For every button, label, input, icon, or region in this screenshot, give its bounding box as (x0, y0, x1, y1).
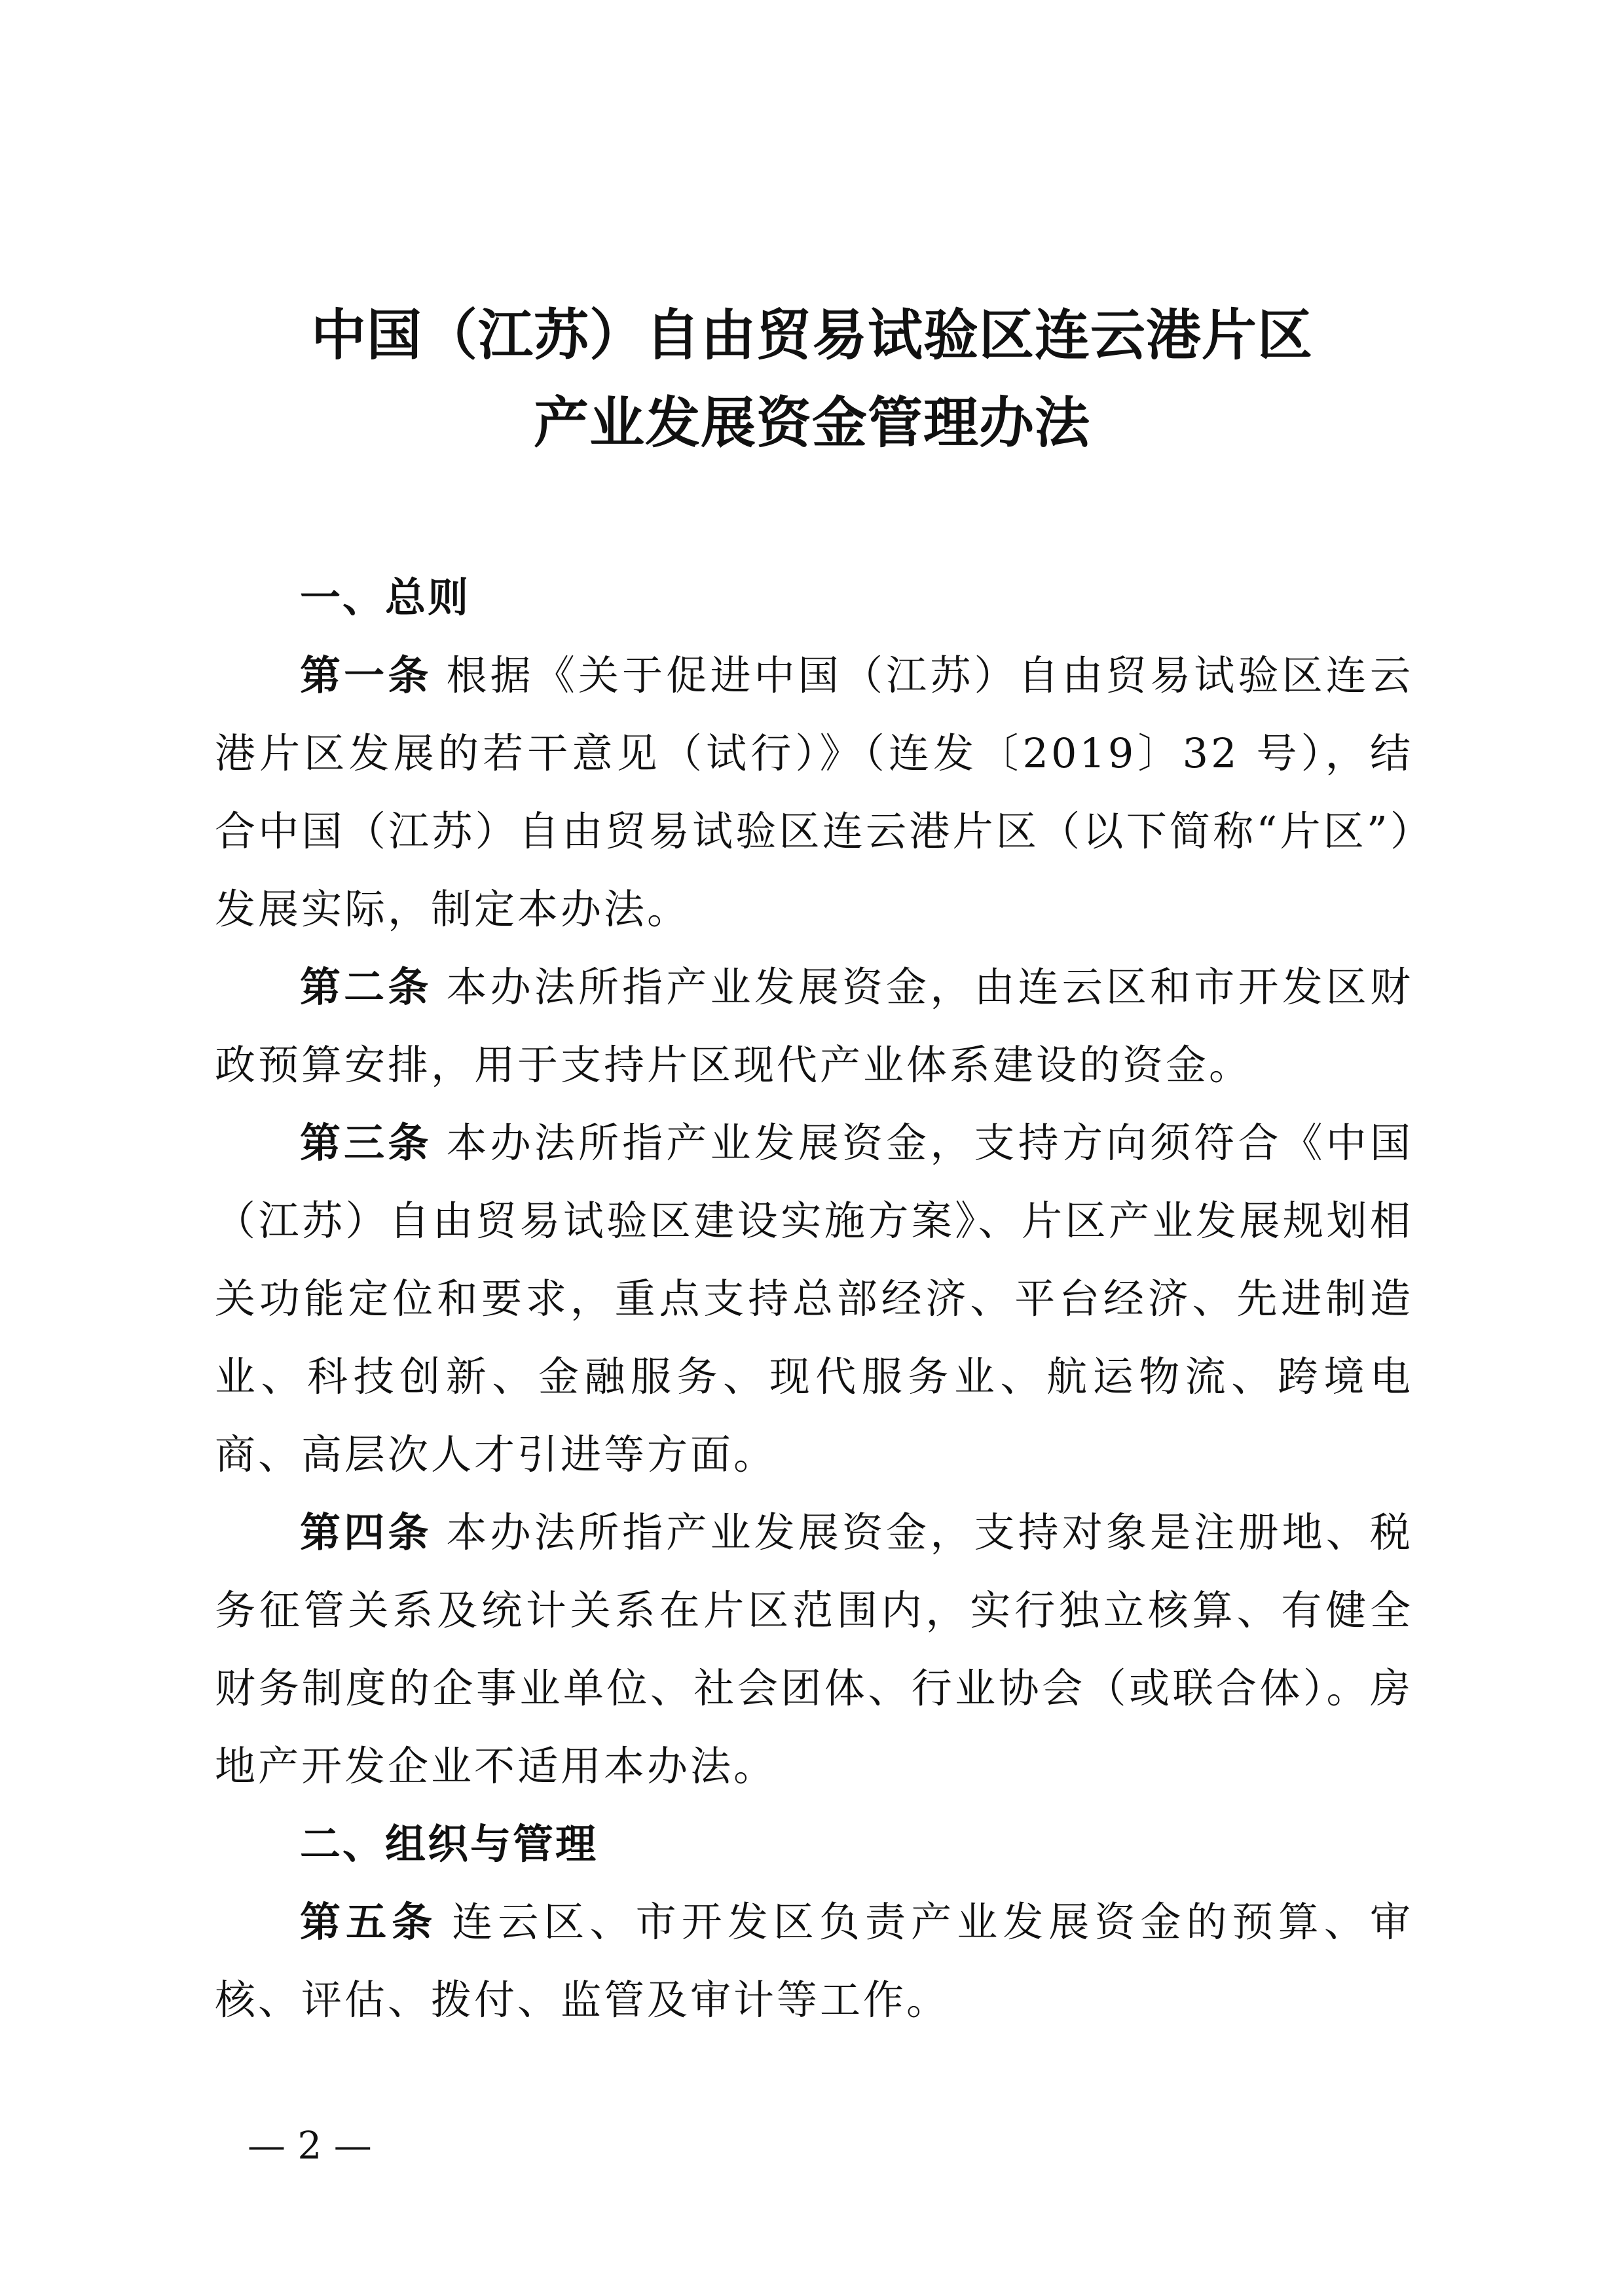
article-number: 第四条 (300, 1508, 432, 1556)
article-text: 本办法所指产业发展资金，由连云区和市开发区财政预算安排，用于支持片区现代产业体系建设的资金。 (215, 963, 1413, 1089)
document-body (215, 558, 1413, 2039)
document-title (196, 291, 1428, 467)
page-number: — 2 — (248, 2123, 372, 2168)
article-text: 本办法所指产业发展资金，支持方向须符合《中国（江苏）自由贸易试验区建设实施方案》、片区产业发展规划相关功能定位和要求，重点支持总部经济、平台经济、先进制造业、科技创新、金融服务、现代服务业、航运物流、跨境电商、高层次人才引进等方面。 (215, 1119, 1413, 1478)
section-heading-organization: 二、组织与管理 (300, 1820, 599, 1868)
article-2 (215, 948, 1413, 1104)
article-text: 本办法所指产业发展资金，支持对象是注册地、税务征管关系及统计关系在片区范围内，实行独立核算、有健全财务制度的企事业单位、社会团体、行业协会（或联合体）。房地产开发企业不适用本办法。 (215, 1508, 1413, 1790)
article-number: 第一条 (300, 651, 432, 699)
title-line-2: 产业发展资金管理办法 (533, 391, 1090, 455)
article-text: 连云区、市开发区负责产业发展资金的预算、审核、评估、拨付、监管及审计等工作。 (215, 1898, 1413, 2024)
article-text: 根据《关于促进中国（江苏）自由贸易试验区连云港片区发展的若干意见（试行）》（连发〔2019〕32 号），结合中国（江苏）自由贸易试验区连云港片区（以下简称“片区”）发展实际，制定本办法。 (215, 651, 1413, 933)
article-number: 第二条 (300, 963, 432, 1011)
section-heading-general: 一、总则 (300, 574, 471, 621)
article-5 (215, 1883, 1413, 2039)
article-number: 第五条 (300, 1898, 438, 1946)
article-3 (215, 1104, 1413, 1493)
title-line-1: 中国（江苏）自由贸易试验区连云港片区 (310, 303, 1313, 367)
article-1 (215, 636, 1413, 948)
article-number: 第三条 (300, 1119, 432, 1167)
article-4 (215, 1493, 1413, 1805)
